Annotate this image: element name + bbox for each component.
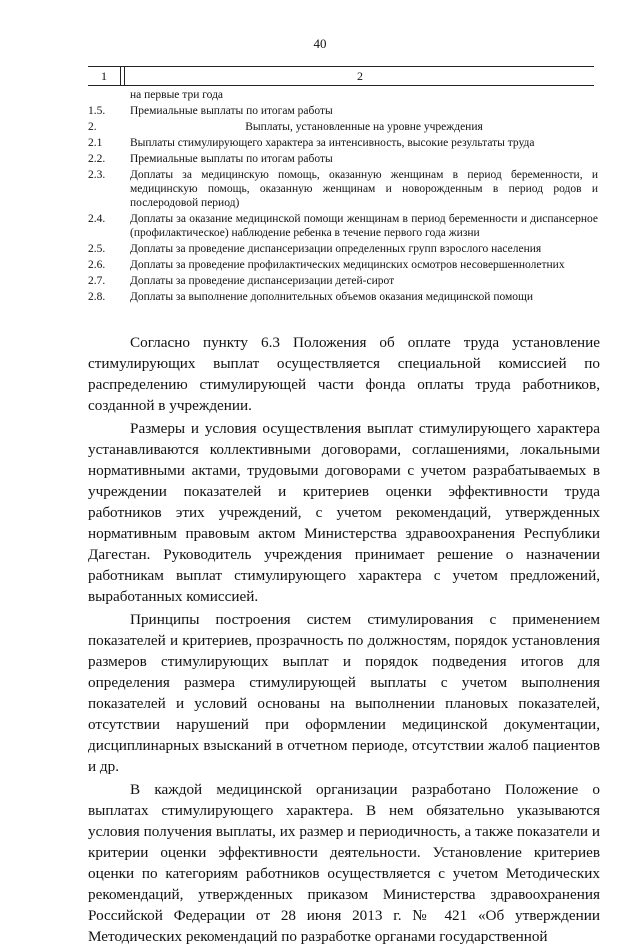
row-number: 2.1 [88,137,103,149]
row-text: Доплаты за проведение диспансеризации детей-сирот [130,275,395,287]
row-text: Доплаты за выполнение дополнительных объемов оказания медицинской помощи [130,291,534,303]
row-number: 2.2. [88,153,106,165]
table-row [88,168,598,210]
row-number: 1.5. [88,105,106,117]
table-row [88,120,598,134]
row-number: 2. [88,121,97,133]
row-text: Премиальные выплаты по итогам работы [130,105,333,117]
row-number: 2.6. [88,259,106,271]
table-row [88,212,598,240]
row-number: 2.4. [88,213,106,225]
row-number: 2.5. [88,243,106,255]
body-paragraph: В каждой медицинской организации разработано Положение о выплатах стимулирующего характера. В нем обязательно указываются условия получения выплаты, их размер и периодичность, а также показатели и критерии оценки эффективности деятельности. Установление критериев оценки по категориям работников осуществляется с учетом Методических рекомендаций, утвержденных приказом Министерства здравоохранения Российской Федерации от 28 июня 2013 г. № 421 «Об утверждении Методических рекомендаций по разработке органами государственной [88,781,600,945]
row-text: Доплаты за проведение диспансеризации определенных групп взрослого населения [130,243,542,255]
row-number [88,88,130,102]
table-header-col2: 2 [124,67,595,85]
table-row [88,152,598,166]
row-text: на первые три года [130,89,224,101]
table-row [88,242,598,256]
payments-table [88,88,598,306]
row-text: Выплаты стимулирующего характера за интенсивность, высокие результаты труда [130,137,535,149]
row-text: Выплаты, установленные на уровне учреждения [245,121,483,133]
table-row [88,258,598,272]
body-paragraph: Согласно пункту 6.3 Положения об оплате труда установление стимулирующих выплат осуществляется специальной комиссией по распределению стимулирующей части фонда оплаты труда работников, созданной в учреждении. [88,334,600,414]
table-header [88,66,594,86]
row-text: Доплаты за оказание медицинской помощи женщинам в период беременности и диспансерное (профилактическое) наблюдение ребенка в течение первого года жизни [130,213,598,239]
document-body [88,332,600,949]
row-number: 2.7. [88,275,106,287]
row-text: Доплаты за проведение профилактических медицинских осмотров несовершеннолетних [130,259,565,271]
table-row [88,136,598,150]
table-row [88,290,598,304]
table-header-col1: 1 [88,67,121,85]
page-number: 40 [313,36,327,51]
row-text: Доплаты за медицинскую помощь, оказанную женщинам в период беременности, и медицинскую помощь, оказанную женщинам и новорожденным в период родов и послеродовой период) [130,169,598,209]
row-text: Премиальные выплаты по итогам работы [130,153,333,165]
table-row [88,274,598,288]
table-row [88,88,598,102]
row-number: 2.8. [88,291,106,303]
body-paragraph: Принципы построения систем стимулирования с применением показателей и критериев, прозрачность по должностям, порядок установления размеров стимулирующих выплат и порядок подведения итогов для определения размера стимулирующей выплаты с учетом выполнения показателей и условий основаны на выполнении плановых показателей, отсутствии нарушений при оформлении медицинской документации, дисциплинарных взысканий в отчетном периоде, отсутствии жалоб пациентов и др. [88,611,600,775]
table-row [88,104,598,118]
row-number: 2.3. [88,169,106,181]
body-paragraph: Размеры и условия осуществления выплат стимулирующего характера устанавливаются коллективными договорами, соглашениями, локальными нормативными актами, трудовыми договорами с учетом разрабатываемых в учреждении показателей и критериев оценки эффективности труда работников этих учреждений, с учетом рекомендаций, утвержденных нормативным правовым актом Министерства здравоохранения Республики Дагестан. Руководитель учреждения принимает решение о назначении работникам выплат стимулирующего характера с учетом предложений, выработанных комиссией. [88,420,600,605]
